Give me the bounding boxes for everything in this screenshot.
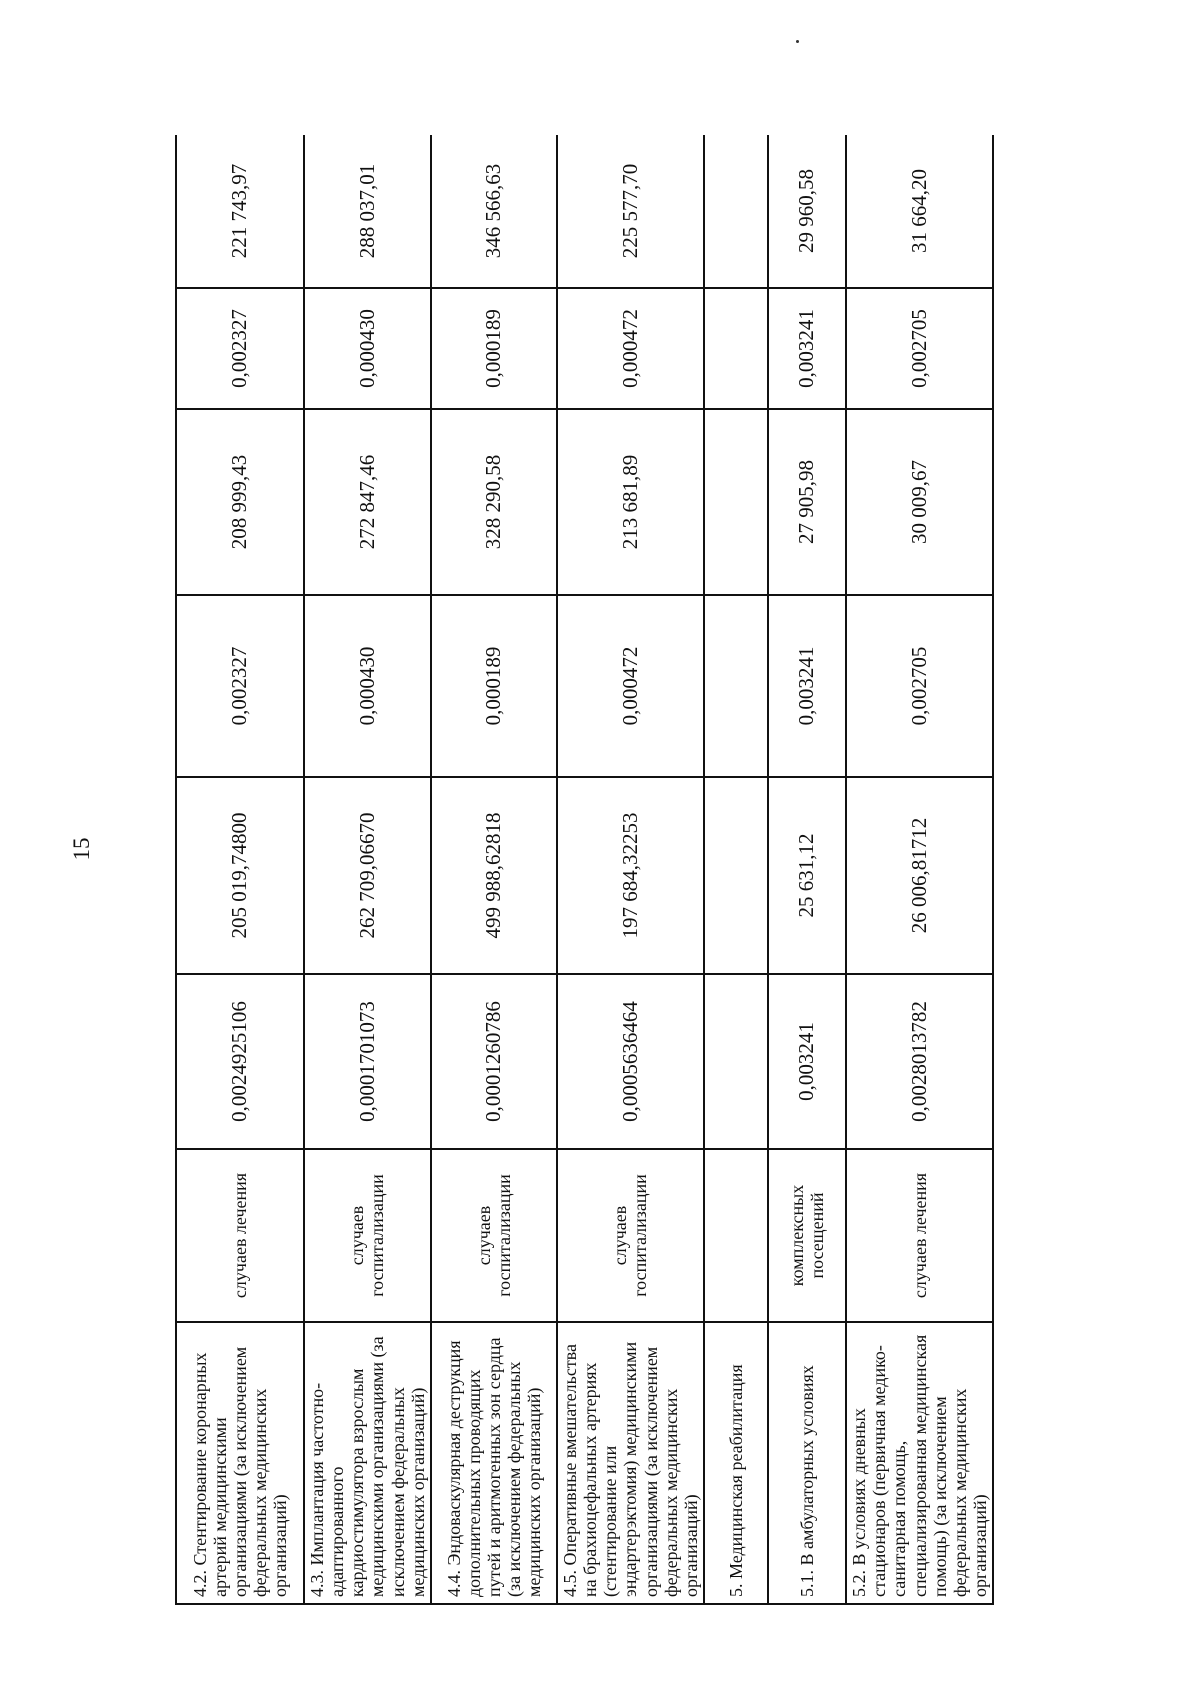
row-value-2: 205 019,74800 — [176, 777, 304, 974]
row-value-2: 499 988,62818 — [431, 777, 557, 974]
row-value-3: 0,003241 — [768, 595, 846, 777]
row-value-6: 31 664,20 — [846, 135, 993, 288]
row-value-5: 0,002705 — [846, 288, 993, 409]
row-name: 4.2. Стентирование коронарных артерий медицинскими организациями (за исключением федеральных медицинских организаций) — [176, 1322, 304, 1604]
row-value-5: 0,000189 — [431, 288, 557, 409]
row-value-1: 0,0028013782 — [846, 974, 993, 1149]
row-name: 5.1. В амбулаторных условиях — [768, 1322, 846, 1604]
rotated-table-wrapper — [175, 135, 990, 1605]
table-frame — [175, 135, 1175, 1605]
row-value-3 — [704, 595, 768, 777]
row-unit: случаев госпитализации — [304, 1149, 431, 1322]
row-value-1: 0,0024925106 — [176, 974, 304, 1149]
row-value-6: 346 566,63 — [431, 135, 557, 288]
row-value-2 — [704, 777, 768, 974]
row-value-6: 29 960,58 — [768, 135, 846, 288]
row-value-3: 0,002705 — [846, 595, 993, 777]
row-value-3: 0,000472 — [557, 595, 704, 777]
table-row — [431, 135, 557, 1604]
row-name: 5. Медицинская реабилитация — [704, 1322, 768, 1604]
row-value-3: 0,000189 — [431, 595, 557, 777]
table-row — [704, 135, 768, 1604]
row-value-1: 0,003241 — [768, 974, 846, 1149]
row-value-3: 0,002327 — [176, 595, 304, 777]
row-value-6 — [704, 135, 768, 288]
row-unit: комплексных посещений — [768, 1149, 846, 1322]
row-value-1: 0,0001701073 — [304, 974, 431, 1149]
row-value-2: 25 631,12 — [768, 777, 846, 974]
table-row — [176, 135, 304, 1604]
row-value-2: 262 709,06670 — [304, 777, 431, 974]
scan-speck — [796, 40, 799, 43]
row-value-4: 208 999,43 — [176, 409, 304, 595]
row-value-6: 221 743,97 — [176, 135, 304, 288]
row-unit: случаев госпитализации — [431, 1149, 557, 1322]
row-name: 4.3. Имплантация частотно-адаптированного кардиостимулятора взрослым медицинскими организациями (за исключением федеральных медицинских организаций) — [304, 1322, 431, 1604]
row-value-4: 30 009,67 — [846, 409, 993, 595]
row-value-2: 26 006,81712 — [846, 777, 993, 974]
row-value-5: 0,000472 — [557, 288, 704, 409]
row-value-5 — [704, 288, 768, 409]
row-name: 4.4. Эндоваскулярная деструкция дополнительных проводящих путей и аритмогенных зон сердца (за исключением федеральных медицинских организаций) — [431, 1322, 557, 1604]
row-unit: случаев лечения — [846, 1149, 993, 1322]
row-value-5: 0,003241 — [768, 288, 846, 409]
row-unit: случаев госпитализации — [557, 1149, 704, 1322]
table-row — [304, 135, 431, 1604]
table-row — [557, 135, 704, 1604]
row-value-6: 288 037,01 — [304, 135, 431, 288]
data-table — [175, 135, 994, 1605]
row-value-4 — [704, 409, 768, 595]
page-number: 15 — [69, 837, 94, 861]
row-value-2: 197 684,32253 — [557, 777, 704, 974]
row-value-4: 213 681,89 — [557, 409, 704, 595]
row-value-5: 0,000430 — [304, 288, 431, 409]
table-row — [846, 135, 993, 1604]
row-unit — [704, 1149, 768, 1322]
row-value-3: 0,000430 — [304, 595, 431, 777]
row-unit: случаев лечения — [176, 1149, 304, 1322]
table-row — [768, 135, 846, 1604]
row-value-1 — [704, 974, 768, 1149]
row-name: 4.5. Оперативные вмешательства на брахиоцефальных артериях (стентирование или эндартерэктомия) медицинскими организациями (за исключением федеральных медицинских организаций) — [557, 1322, 704, 1604]
row-value-4: 328 290,58 — [431, 409, 557, 595]
row-value-6: 225 577,70 — [557, 135, 704, 288]
row-value-5: 0,002327 — [176, 288, 304, 409]
row-value-1: 0,0005636464 — [557, 974, 704, 1149]
row-value-1: 0,0001260786 — [431, 974, 557, 1149]
row-value-4: 27 905,98 — [768, 409, 846, 595]
row-value-4: 272 847,46 — [304, 409, 431, 595]
row-name: 5.2. В условиях дневных стационаров (первичная медико-санитарная помощь, специализированная медицинская помощь) (за исключением федеральных медицинских организаций) — [846, 1322, 993, 1604]
